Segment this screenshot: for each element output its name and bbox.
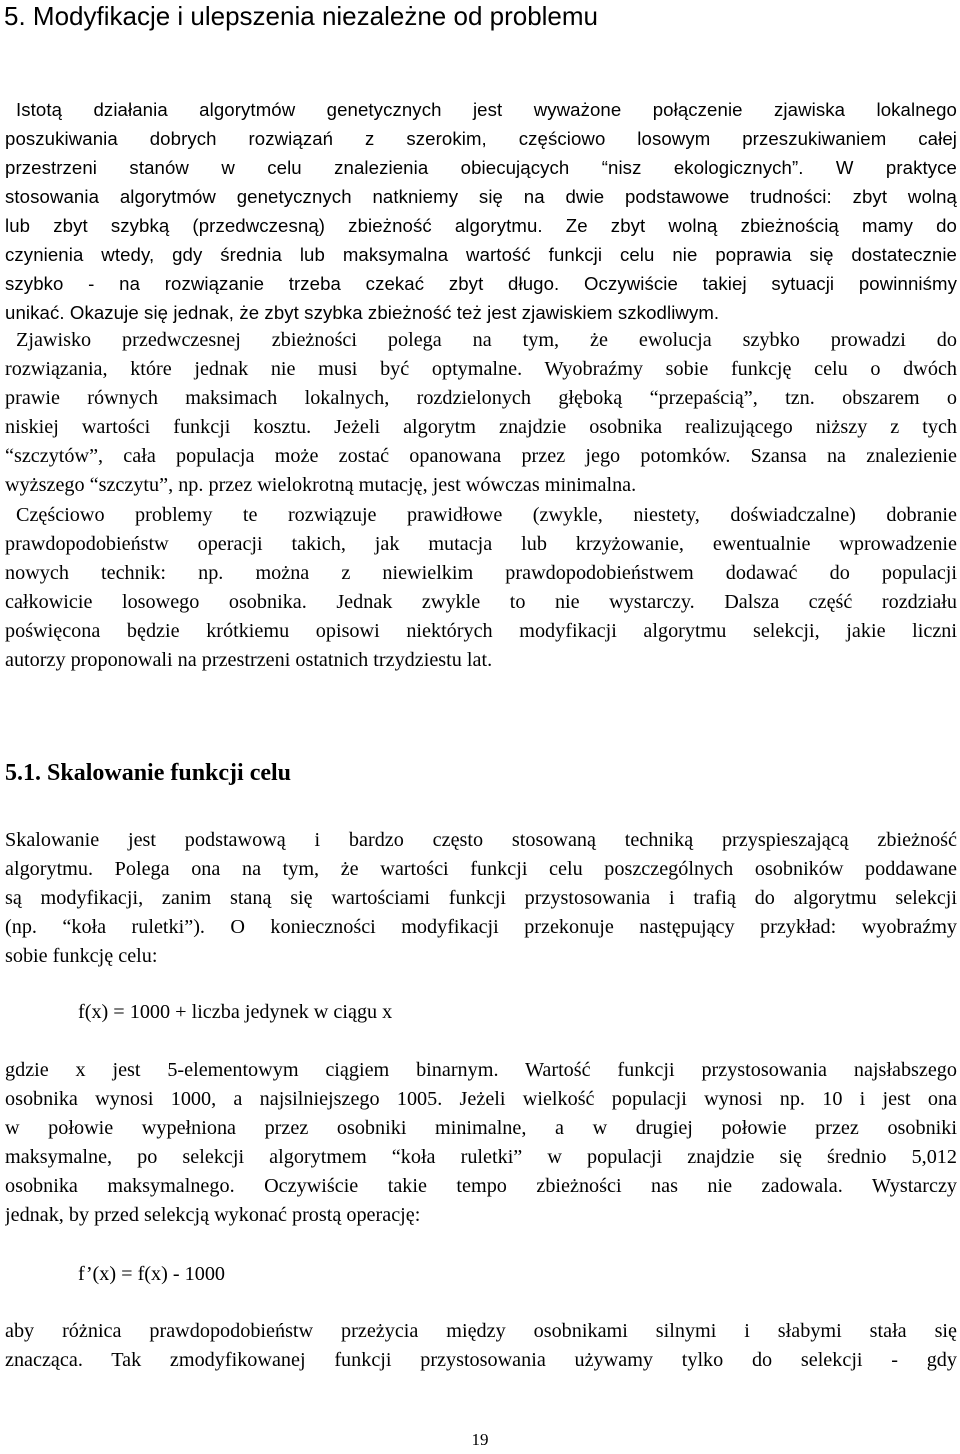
text-line: poszukiwania dobrych rozwiązań z szerokim, częściowo losowym przeszukiwaniem całej bbox=[5, 128, 957, 149]
text-line: prawdopodobieństw operacji takich, jak mutacja lub krzyżowanie, ewentualnie wprowadzenie bbox=[5, 533, 957, 555]
formula-objective: f(x) = 1000 + liczba jedynek w ciągu x bbox=[78, 1001, 393, 1023]
formula-modified: f’(x) = f(x) - 1000 bbox=[78, 1263, 226, 1285]
text-line: sobie funkcję celu: bbox=[5, 945, 158, 967]
example-paragraph bbox=[5, 1056, 957, 1230]
page-number: 19 bbox=[471, 1430, 489, 1449]
text-line: jednak, by przed selekcją wykonać prostą operację: bbox=[5, 1204, 421, 1226]
text-line: w połowie wypełniona przez osobniki minimalne, a w drugiej połowie przez osobniki bbox=[5, 1117, 957, 1139]
text-line: są modyfikacji, zanim staną się wartościami funkcji przystosowania i trafią do algorytmu selekcji bbox=[5, 887, 957, 909]
scaling-paragraph bbox=[5, 826, 957, 971]
text-line: przestrzeni stanów w celu znalezienia obiecujących “nisz ekologicznych”. W praktyce bbox=[5, 157, 957, 178]
partial-solution-paragraph bbox=[5, 501, 957, 675]
text-line: Częściowo problemy te rozwiązuje prawidłowe (zwykle, niestety, doświadczalne) dobranie bbox=[16, 504, 957, 526]
text-line: stosowania algorytmów genetycznych natkniemy się na dwie podstawowe trudności: zbyt wolną bbox=[5, 186, 957, 207]
text-line: szybko - na rozwiązanie trzeba czekać zbyt długo. Oczywiście takiej sytuacji powinniśmy bbox=[5, 273, 957, 294]
text-line: prawie równych maksimach lokalnych, rozdzielonych głęboką “przepaścią”, tzn. obszarem o bbox=[5, 387, 957, 409]
text-line: aby różnica prawdopodobieństw przeżycia między osobnikami silnymi i słabymi stała się bbox=[5, 1320, 957, 1342]
text-line: czynienia wtedy, gdy średnia lub maksymalna wartość funkcji celu nie poprawia się dostatecznie bbox=[5, 244, 957, 265]
text-line: autorzy proponowali na przestrzeni ostatnich trzydziestu lat. bbox=[5, 649, 493, 671]
text-line: Istotą działania algorytmów genetycznych jest wyważone połączenie zjawiska lokalnego bbox=[16, 99, 957, 120]
intro-paragraph bbox=[5, 95, 957, 327]
text-line: poświęcona będzie krótkiemu opisowi niektórych modyfikacji algorytmu selekcji, jakie liczni bbox=[5, 620, 957, 642]
section-heading: 5. Modyfikacje i ulepszenia niezależne od problemu bbox=[4, 1, 599, 31]
text-line: (np. “koła ruletki”). O konieczności modyfikacji przekonuje następujący przykład: wyobraźmy bbox=[5, 916, 957, 938]
text-line: znacząca. Tak zmodyfikowanej funkcji przystosowania używamy tylko do selekcji - gdy bbox=[5, 1349, 957, 1371]
text-line: osobnika wynosi 1000, a najsilniejszego 1005. Jeżeli wielkość populacji wynosi np. 10 i jest ona bbox=[5, 1088, 957, 1110]
text-line: maksymalne, po selekcji algorytmem “koła ruletki” w populacji znajdzie się średnio 5,012 bbox=[5, 1146, 957, 1168]
text-line: całkowicie losowego osobnika. Jednak zwykle to nie wystarczy. Dalsza część rozdziału bbox=[5, 591, 957, 613]
final-paragraph bbox=[5, 1317, 957, 1375]
text-line: Zjawisko przedwczesnej zbieżności polega na tym, że ewolucja szybko prowadzi do bbox=[16, 329, 957, 351]
text-line: gdzie x jest 5-elementowym ciągiem binarnym. Wartość funkcji przystosowania najsłabszego bbox=[5, 1059, 957, 1081]
text-line: “szczytów”, cała populacja może zostać opanowana przez jego potomków. Szansa na znalezienie bbox=[5, 445, 957, 467]
subsection-heading: 5.1. Skalowanie funkcji celu bbox=[5, 760, 292, 786]
text-line: osobnika maksymalnego. Oczywiście takie tempo zbieżności nas nie zadowala. Wystarczy bbox=[5, 1175, 957, 1197]
text-line: algorytmu. Polega ona na tym, że wartości funkcji celu poszczególnych osobników poddawane bbox=[5, 858, 957, 880]
text-line: nowych technik: np. można z niewielkim prawdopodobieństwem dodawać do populacji bbox=[5, 562, 957, 584]
text-line: unikać. Okazuje się jednak, że zbyt szybka zbieżność też jest zjawiskiem szkodliwym. bbox=[5, 302, 720, 323]
premature-convergence-paragraph bbox=[5, 326, 957, 500]
text-line: niskiej wartości funkcji kosztu. Jeżeli algorytm znajdzie osobnika realizującego niższy z tych bbox=[5, 416, 957, 438]
text-line: Skalowanie jest podstawową i bardzo często stosowaną techniką przyspieszającą zbieżność bbox=[5, 829, 957, 851]
text-line: rozwiązania, które jednak nie musi być optymalne. Wyobraźmy sobie funkcję celu o dwóch bbox=[5, 358, 957, 380]
text-line: wyższego “szczytu”, np. przez wielokrotną mutację, jest wówczas minimalna. bbox=[5, 474, 637, 496]
text-line: lub zbyt szybką (przedwczesną) zbieżność algorytmu. Ze zbyt wolną zbieżnością mamy do bbox=[5, 215, 957, 236]
